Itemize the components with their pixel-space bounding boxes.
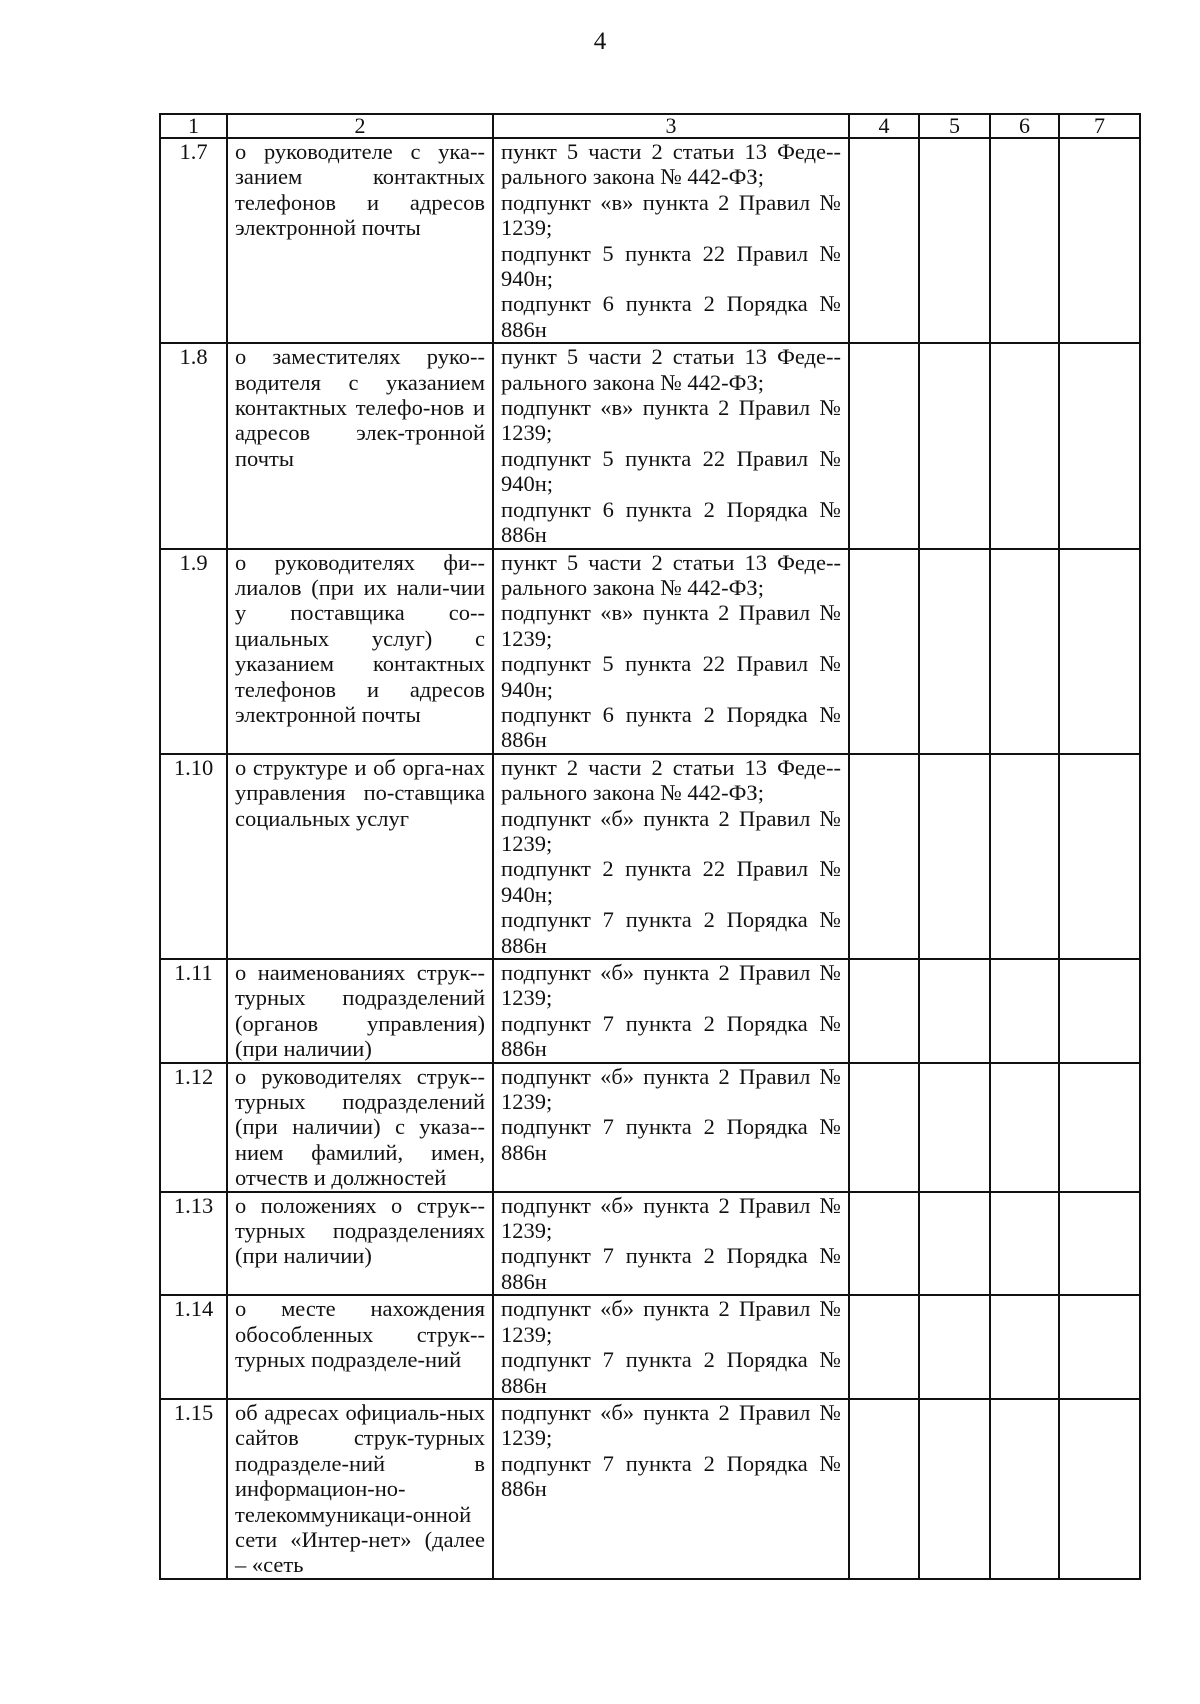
legal-reference: подпункт 2 пункта 22 Правил № 940н; xyxy=(501,856,841,907)
legal-basis xyxy=(493,754,849,959)
item-number: 1.9 xyxy=(160,549,227,754)
item-number: 1.11 xyxy=(160,959,227,1063)
legal-reference: пункт 5 части 2 статьи 13 Феде-рального закона № 442-ФЗ; xyxy=(501,139,841,190)
legal-reference: пункт 5 части 2 статьи 13 Феде-рального закона № 442-ФЗ; xyxy=(501,344,841,395)
page-number: 4 xyxy=(593,28,607,55)
item-number: 1.7 xyxy=(160,138,227,343)
legal-reference: подпункт «б» пункта 2 Правил № 1239; xyxy=(501,805,841,856)
column-4-cell xyxy=(849,343,919,548)
legal-reference: подпункт 7 пункта 2 Порядка № 886н xyxy=(501,1010,841,1062)
legal-basis xyxy=(493,1295,849,1399)
column-number-row xyxy=(160,114,1140,138)
legal-reference: подпункт «в» пункта 2 Правил № 1239; xyxy=(501,395,841,446)
legal-reference: подпункт 7 пункта 2 Порядка № 886н xyxy=(501,1114,841,1165)
table-row xyxy=(160,1063,1140,1192)
column-7-cell xyxy=(1059,1399,1140,1579)
legal-basis xyxy=(493,1399,849,1579)
column-5-cell xyxy=(919,1192,990,1296)
item-description: о структуре и об орга-нах управления по-ставщика социальных услуг xyxy=(227,754,493,959)
column-6-cell xyxy=(990,1399,1059,1579)
column-number: 5 xyxy=(919,114,990,138)
column-4-cell xyxy=(849,1399,919,1579)
item-description: о руководителе с ука-занием контактных телефонов и адресов электронной почты xyxy=(227,138,493,343)
column-5-cell xyxy=(919,138,990,343)
table-row xyxy=(160,549,1140,754)
legal-reference: подпункт 6 пункта 2 Порядка № 886н xyxy=(501,291,841,342)
legal-reference: подпункт 7 пункта 2 Порядка № 886н xyxy=(501,907,841,958)
item-description: об адресах официаль-ных сайтов струк-турных подразделе-ний в информацион-но-телекоммуникаци-онной сети «Интер-нет» (далее – «сеть xyxy=(227,1399,493,1579)
column-6-cell xyxy=(990,549,1059,754)
legal-reference: пункт 2 части 2 статьи 13 Феде-рального закона № 442-ФЗ; xyxy=(501,754,841,806)
column-6-cell xyxy=(990,1295,1059,1399)
column-4-cell xyxy=(849,754,919,959)
column-5-cell xyxy=(919,754,990,959)
legal-reference: подпункт «в» пункта 2 Правил № 1239; xyxy=(501,600,841,651)
item-number: 1.10 xyxy=(160,754,227,959)
column-6-cell xyxy=(990,343,1059,548)
legal-reference: пункт 5 части 2 статьи 13 Феде-рального закона № 442-ФЗ; xyxy=(501,549,841,600)
column-4-cell xyxy=(849,138,919,343)
column-7-cell xyxy=(1059,343,1140,548)
table-row xyxy=(160,1295,1140,1399)
legal-reference: подпункт «б» пункта 2 Правил № 1239; xyxy=(501,1063,841,1115)
column-6-cell xyxy=(990,138,1059,343)
legal-reference: подпункт 5 пункта 22 Правил № 940н; xyxy=(501,240,841,292)
column-5-cell xyxy=(919,343,990,548)
column-7-cell xyxy=(1059,138,1140,343)
table-row xyxy=(160,138,1140,343)
table-row xyxy=(160,959,1140,1063)
item-description: о положениях о струк-турных подразделениях (при наличии) xyxy=(227,1192,493,1296)
column-5-cell xyxy=(919,1063,990,1192)
column-4-cell xyxy=(849,959,919,1063)
column-number: 4 xyxy=(849,114,919,138)
column-7-cell xyxy=(1059,754,1140,959)
item-number: 1.13 xyxy=(160,1192,227,1296)
column-6-cell xyxy=(990,959,1059,1063)
column-6-cell xyxy=(990,1192,1059,1296)
column-7-cell xyxy=(1059,549,1140,754)
legal-basis xyxy=(493,549,849,754)
item-number: 1.14 xyxy=(160,1295,227,1399)
table-row xyxy=(160,343,1140,548)
column-6-cell xyxy=(990,754,1059,959)
column-4-cell xyxy=(849,1192,919,1296)
legal-reference: подпункт 7 пункта 2 Порядка № 886н xyxy=(501,1243,841,1294)
legal-reference: подпункт «б» пункта 2 Правил № 1239; xyxy=(501,1296,841,1347)
column-number: 3 xyxy=(493,114,849,138)
column-number: 7 xyxy=(1059,114,1140,138)
requirements-table xyxy=(159,113,1141,1580)
item-number: 1.12 xyxy=(160,1063,227,1192)
column-5-cell xyxy=(919,1295,990,1399)
legal-basis xyxy=(493,1063,849,1192)
legal-reference: подпункт 5 пункта 22 Правил № 940н; xyxy=(501,651,841,702)
column-7-cell xyxy=(1059,1063,1140,1192)
column-number: 6 xyxy=(990,114,1059,138)
legal-reference: подпункт 6 пункта 2 Порядка № 886н xyxy=(501,701,841,753)
item-description: о руководителях фи-лиалов (при их нали-чии у поставщика со-циальных услуг) с указанием контактных телефонов и адресов электронной почты xyxy=(227,549,493,754)
column-4-cell xyxy=(849,1295,919,1399)
column-7-cell xyxy=(1059,1295,1140,1399)
table-row xyxy=(160,1192,1140,1296)
legal-reference: подпункт 5 пункта 22 Правил № 940н; xyxy=(501,445,841,497)
column-6-cell xyxy=(990,1063,1059,1192)
column-4-cell xyxy=(849,1063,919,1192)
legal-reference: подпункт «б» пункта 2 Правил № 1239; xyxy=(501,1192,841,1244)
legal-reference: подпункт «в» пункта 2 Правил № 1239; xyxy=(501,189,841,241)
column-4-cell xyxy=(849,549,919,754)
legal-basis xyxy=(493,959,849,1063)
table-row xyxy=(160,1399,1140,1579)
legal-reference: подпункт «б» пункта 2 Правил № 1239; xyxy=(501,960,841,1011)
column-7-cell xyxy=(1059,1192,1140,1296)
legal-basis xyxy=(493,138,849,343)
legal-reference: подпункт 7 пункта 2 Порядка № 886н xyxy=(501,1450,841,1502)
item-description: о заместителях руко-водителя с указанием контактных телефо-нов и адресов элек-тронной почты xyxy=(227,343,493,548)
legal-basis xyxy=(493,1192,849,1296)
column-7-cell xyxy=(1059,959,1140,1063)
legal-reference: подпункт 6 пункта 2 Порядка № 886н xyxy=(501,496,841,548)
column-5-cell xyxy=(919,959,990,1063)
legal-reference: подпункт «б» пункта 2 Правил № 1239; xyxy=(501,1399,841,1451)
column-5-cell xyxy=(919,1399,990,1579)
item-number: 1.15 xyxy=(160,1399,227,1579)
column-number: 1 xyxy=(160,114,227,138)
legal-reference: подпункт 7 пункта 2 Порядка № 886н xyxy=(501,1347,841,1398)
column-number: 2 xyxy=(227,114,493,138)
item-description: о месте нахождения обособленных струк-турных подразделе-ний xyxy=(227,1295,493,1399)
item-number: 1.8 xyxy=(160,343,227,548)
column-5-cell xyxy=(919,549,990,754)
legal-basis xyxy=(493,343,849,548)
item-description: о руководителях струк-турных подразделений (при наличии) с указа-нием фамилий, имен, отчеств и должностей xyxy=(227,1063,493,1192)
item-description: о наименованиях струк-турных подразделений (органов управления) (при наличии) xyxy=(227,959,493,1063)
table-row xyxy=(160,754,1140,959)
